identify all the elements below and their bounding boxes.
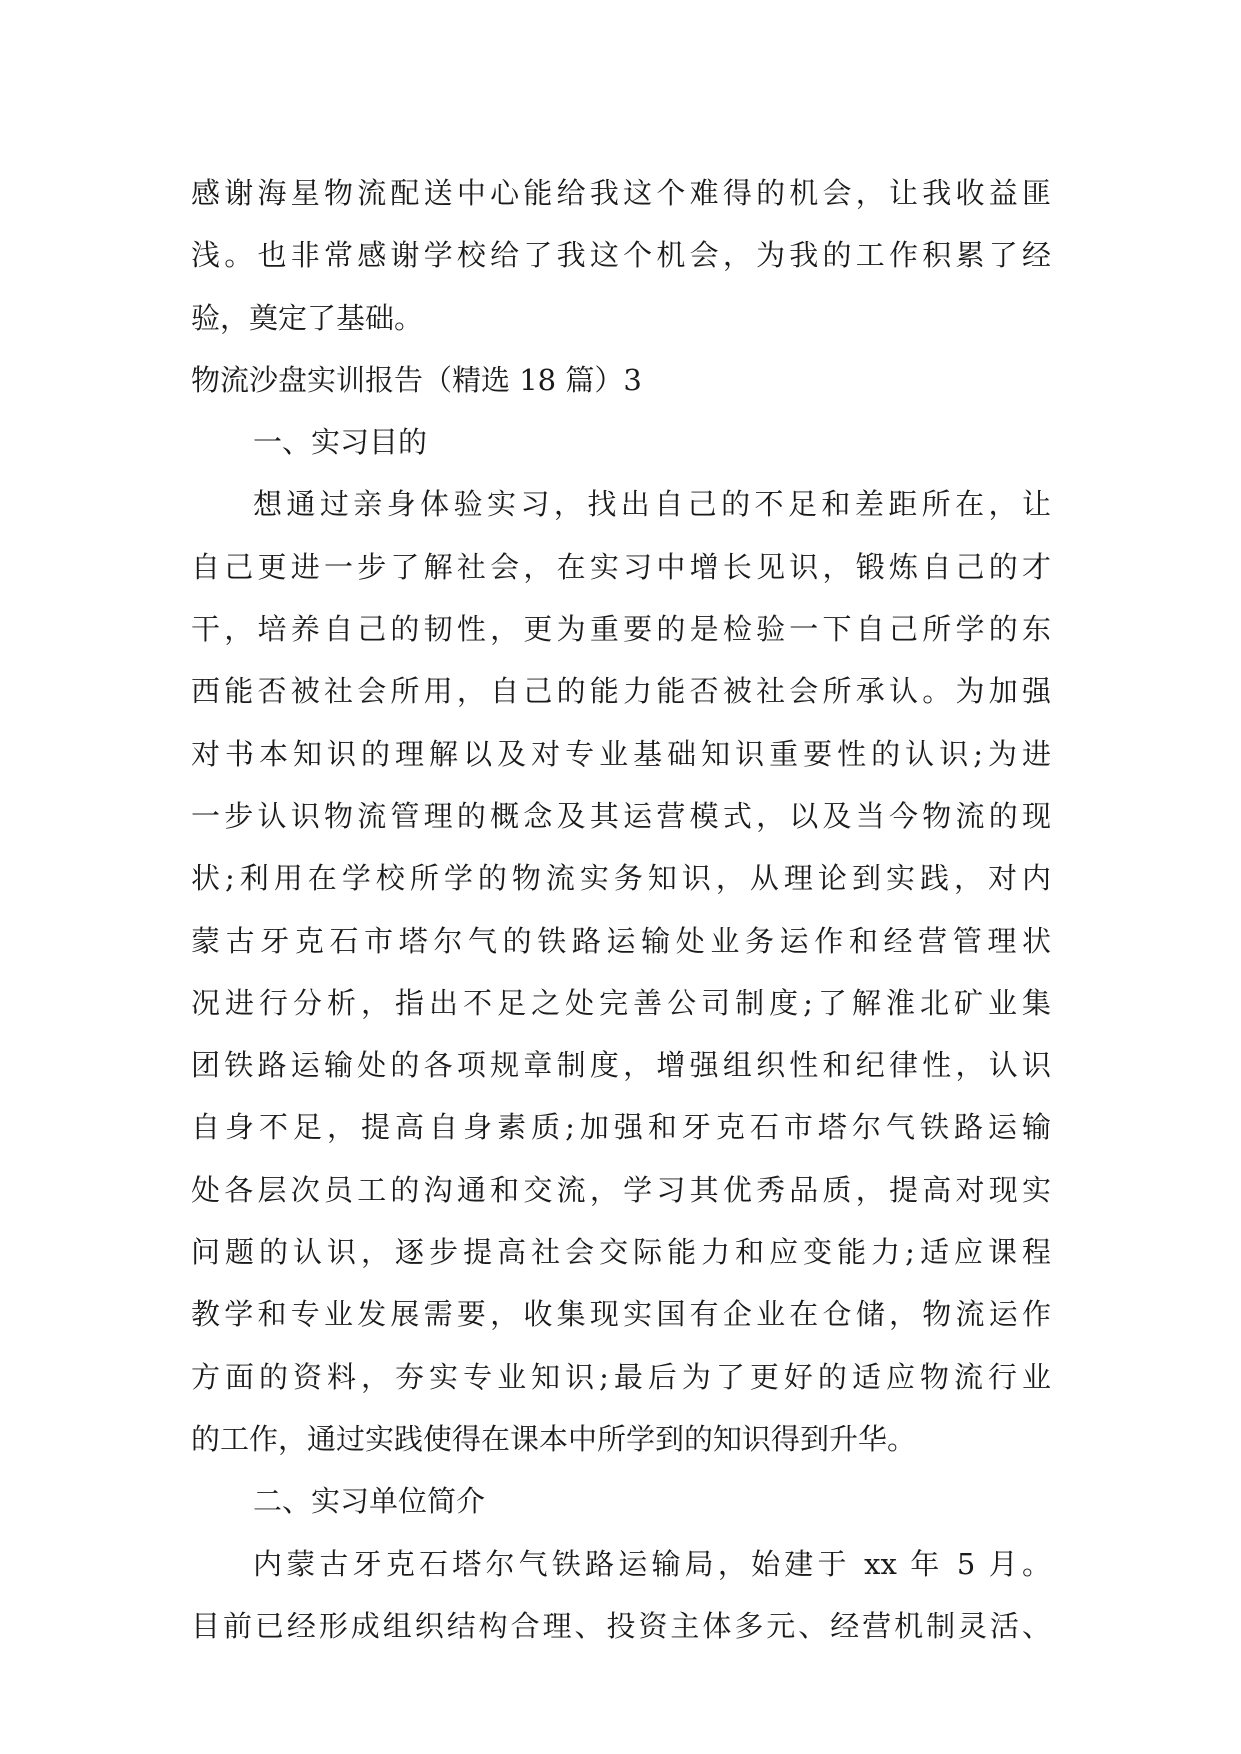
text-line: 目前已经形成组织结构合理、投资主体多元、经营机制灵活、 xyxy=(191,1608,1051,1643)
text-line: 团铁路运输处的各项规章制度，增强组织性和纪律性，认识 xyxy=(191,1048,1051,1083)
text-line: 对书本知识的理解以及对专业基础知识重要性的认识;为进 xyxy=(191,736,1051,771)
heading-purpose: 一、实习目的 xyxy=(253,425,428,460)
text-line: 自身不足，提高自身素质;加强和牙克石市塔尔气铁路运输 xyxy=(191,1110,1051,1145)
text-line: 西能否被社会所用，自己的能力能否被社会所承认。为加强 xyxy=(191,674,1051,709)
document-body xyxy=(191,162,1051,1657)
text-line: 浅。也非常感谢学校给了我这个机会，为我的工作积累了经 xyxy=(191,238,1051,273)
heading-unit-intro: 二、实习单位简介 xyxy=(253,1484,486,1519)
text-line: 想通过亲身体验实习，找出自己的不足和差距所在，让 xyxy=(253,487,1051,522)
text-line: 验，奠定了基础。 xyxy=(191,300,424,335)
text-line: 处各层次员工的沟通和交流，学习其优秀品质，提高对现实 xyxy=(191,1172,1051,1207)
text-line: 自己更进一步了解社会，在实习中增长见识，锻炼自己的才 xyxy=(191,549,1051,584)
text-line: 的工作，通过实践使得在课本中所学到的知识得到升华。 xyxy=(191,1421,917,1456)
section-title: 物流沙盘实训报告（精选 18 篇）3 xyxy=(191,362,642,397)
text-line: 教学和专业发展需要，收集现实国有企业在仓储，物流运作 xyxy=(191,1297,1051,1332)
text-line: 一步认识物流管理的概念及其运营模式，以及当今物流的现 xyxy=(191,798,1051,833)
paragraph-unit-intro xyxy=(191,1533,1051,1658)
paragraph-thanks xyxy=(191,162,1051,349)
paragraph-purpose xyxy=(191,473,1051,1470)
text-line: 干，培养自己的韧性，更为重要的是检验一下自己所学的东 xyxy=(191,612,1051,647)
text-line: 感谢海星物流配送中心能给我这个难得的机会，让我收益匪 xyxy=(191,176,1051,210)
text-line: 蒙古牙克石市塔尔气的铁路运输处业务运作和经营管理状 xyxy=(191,923,1051,958)
text-line: 内蒙古牙克石塔尔气铁路运输局，始建于 xx 年 5 月。 xyxy=(253,1546,1051,1581)
text-line: 状;利用在学校所学的物流实务知识，从理论到实践，对内 xyxy=(191,861,1051,896)
text-line: 方面的资料，夯实专业知识;最后为了更好的适应物流行业 xyxy=(191,1359,1051,1394)
text-line: 问题的认识，逐步提高社会交际能力和应变能力;适应课程 xyxy=(191,1235,1051,1270)
text-line: 况进行分析，指出不足之处完善公司制度;了解淮北矿业集 xyxy=(191,985,1051,1020)
